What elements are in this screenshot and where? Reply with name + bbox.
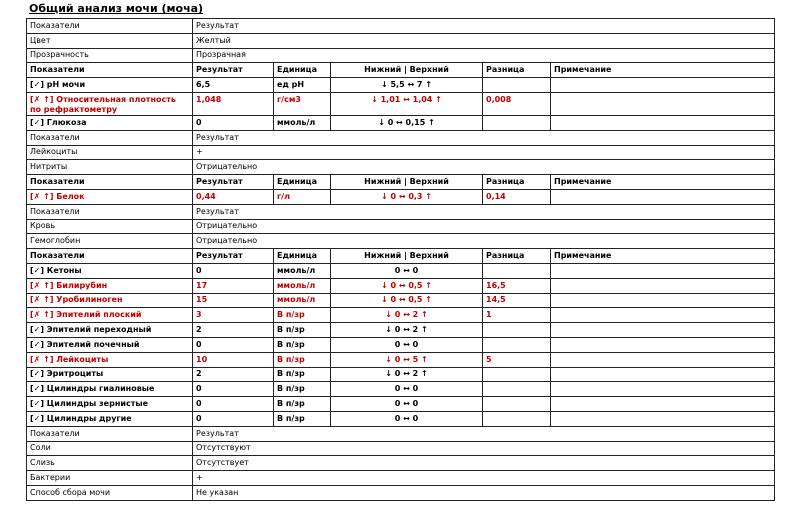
header-note: Примечание: [551, 175, 775, 190]
indicator-name: [✓] Кетоны: [27, 263, 193, 278]
indicator-name: [✓] Цилиндры другие: [27, 411, 193, 426]
difference: 16,5: [483, 278, 551, 293]
result-value: 1,048: [193, 92, 274, 115]
unit: В п/зр: [274, 352, 331, 367]
result-value: 6,5: [193, 78, 274, 93]
indicator-name: [✗ ↑] Относительная плотность по рефрактометру: [27, 92, 193, 115]
difference: 14,5: [483, 293, 551, 308]
simple-header-row: [27, 426, 775, 441]
simple-row: [27, 456, 775, 471]
header-indicator: Показатели: [27, 426, 193, 441]
indicator-value: Желтый: [193, 33, 775, 48]
indicator-name: Бактерии: [27, 471, 193, 486]
simple-header-row: [27, 204, 775, 219]
header-result: Результат: [193, 175, 274, 190]
note: [551, 352, 775, 367]
unit: В п/зр: [274, 323, 331, 338]
unit: ммоль/л: [274, 263, 331, 278]
result-value: 3: [193, 308, 274, 323]
simple-row: [27, 441, 775, 456]
table-header-row: [27, 249, 775, 264]
indicator-value: Отрицательно: [193, 234, 775, 249]
result-row: [27, 337, 775, 352]
indicator-name: Цвет: [27, 33, 193, 48]
header-range: Нижний | Верхний: [331, 175, 483, 190]
simple-row: [27, 48, 775, 63]
indicator-name: [✓] Эпителий переходный: [27, 323, 193, 338]
unit: В п/зр: [274, 308, 331, 323]
result-value: 15: [193, 293, 274, 308]
result-value: 0: [193, 382, 274, 397]
result-value: 0: [193, 337, 274, 352]
header-indicator: Показатели: [27, 19, 193, 34]
result-value: 2: [193, 323, 274, 338]
unit: В п/зр: [274, 337, 331, 352]
unit: ммоль/л: [274, 293, 331, 308]
header-range: Нижний | Верхний: [331, 249, 483, 264]
indicator-name: [✓] Эпителий почечный: [27, 337, 193, 352]
difference: [483, 263, 551, 278]
indicator-name: [✓] Цилиндры гиалиновые: [27, 382, 193, 397]
indicator-value: Не указан: [193, 485, 775, 500]
indicator-name: [✗ ↑] Уробилиноген: [27, 293, 193, 308]
header-indicator: Показатели: [27, 249, 193, 264]
difference: [483, 323, 551, 338]
result-row-abnormal: [27, 308, 775, 323]
header-indicator: Показатели: [27, 204, 193, 219]
result-value: 0: [193, 115, 274, 130]
header-result: Результат: [193, 63, 274, 78]
indicator-name: [✗ ↑] Лейкоциты: [27, 352, 193, 367]
unit: В п/зр: [274, 411, 331, 426]
simple-header-row: [27, 130, 775, 145]
result-row: [27, 382, 775, 397]
header-result: Результат: [193, 204, 775, 219]
simple-row: [27, 485, 775, 500]
indicator-name: Прозрачность: [27, 48, 193, 63]
reference-range: ↓ 1,01 ↔ 1,04 ↑: [331, 92, 483, 115]
note: [551, 323, 775, 338]
reference-range: ↓ 0 ↔ 0,5 ↑: [331, 293, 483, 308]
reference-range: ↓ 0 ↔ 0,5 ↑: [331, 278, 483, 293]
unit: В п/зр: [274, 382, 331, 397]
header-indicator: Показатели: [27, 63, 193, 78]
result-row-abnormal: [27, 92, 775, 115]
simple-row: [27, 219, 775, 234]
reference-range: ↓ 5,5 ↔ 7 ↑: [331, 78, 483, 93]
reference-range: ↓ 0 ↔ 2 ↑: [331, 323, 483, 338]
result-value: 0: [193, 263, 274, 278]
header-result: Результат: [193, 426, 775, 441]
difference: [483, 337, 551, 352]
header-unit: Единица: [274, 63, 331, 78]
header-diff: Разница: [483, 63, 551, 78]
reference-range: 0 ↔ 0: [331, 382, 483, 397]
difference: [483, 78, 551, 93]
difference: 0,008: [483, 92, 551, 115]
reference-range: ↓ 0 ↔ 2 ↑: [331, 367, 483, 382]
simple-row: [27, 471, 775, 486]
unit: В п/зр: [274, 397, 331, 412]
indicator-value: Отрицательно: [193, 219, 775, 234]
difference: [483, 367, 551, 382]
difference: 0,14: [483, 189, 551, 204]
indicator-name: Нитриты: [27, 160, 193, 175]
indicator-value: Отсутствует: [193, 456, 775, 471]
indicator-name: Слизь: [27, 456, 193, 471]
header-unit: Единица: [274, 249, 331, 264]
result-value: 17: [193, 278, 274, 293]
indicator-name: [✗ ↑] Эпителий плоский: [27, 308, 193, 323]
difference: [483, 115, 551, 130]
indicator-name: [✓] pH мочи: [27, 78, 193, 93]
difference: [483, 382, 551, 397]
indicator-name: [✓] Цилиндры зернистые: [27, 397, 193, 412]
result-row-abnormal: [27, 293, 775, 308]
note: [551, 367, 775, 382]
header-diff: Разница: [483, 175, 551, 190]
difference: 1: [483, 308, 551, 323]
note: [551, 115, 775, 130]
header-result: Результат: [193, 249, 274, 264]
indicator-value: Отсутствуют: [193, 441, 775, 456]
reference-range: 0 ↔ 0: [331, 397, 483, 412]
header-unit: Единица: [274, 175, 331, 190]
simple-row: [27, 234, 775, 249]
simple-header-row: [27, 19, 775, 34]
result-row: [27, 397, 775, 412]
difference: [483, 397, 551, 412]
note: [551, 189, 775, 204]
header-result: Результат: [193, 130, 775, 145]
table-header-row: [27, 175, 775, 190]
result-row: [27, 411, 775, 426]
reference-range: 0 ↔ 0: [331, 411, 483, 426]
reference-range: ↓ 0 ↔ 0,3 ↑: [331, 189, 483, 204]
note: [551, 397, 775, 412]
simple-row: [27, 33, 775, 48]
indicator-name: [✓] Эритроциты: [27, 367, 193, 382]
header-range: Нижний | Верхний: [331, 63, 483, 78]
unit: г/см3: [274, 92, 331, 115]
difference: 5: [483, 352, 551, 367]
note: [551, 382, 775, 397]
unit: ммоль/л: [274, 278, 331, 293]
simple-row: [27, 160, 775, 175]
indicator-name: Лейкоциты: [27, 145, 193, 160]
header-note: Примечание: [551, 249, 775, 264]
note: [551, 293, 775, 308]
indicator-name: Способ сбора мочи: [27, 485, 193, 500]
unit: ммоль/л: [274, 115, 331, 130]
result-value: 0,44: [193, 189, 274, 204]
header-indicator: Показатели: [27, 175, 193, 190]
header-result: Результат: [193, 19, 775, 34]
result-row: [27, 115, 775, 130]
result-row-abnormal: [27, 189, 775, 204]
result-value: 0: [193, 411, 274, 426]
results-table: [26, 18, 775, 501]
table-header-row: [27, 63, 775, 78]
page-title: Общий анализ мочи (моча): [29, 2, 204, 15]
reference-range: ↓ 0 ↔ 0,15 ↑: [331, 115, 483, 130]
header-diff: Разница: [483, 249, 551, 264]
note: [551, 263, 775, 278]
indicator-name: Гемоглобин: [27, 234, 193, 249]
result-row: [27, 367, 775, 382]
header-note: Примечание: [551, 63, 775, 78]
indicator-name: [✗ ↑] Билирубин: [27, 278, 193, 293]
indicator-value: Прозрачная: [193, 48, 775, 63]
note: [551, 78, 775, 93]
unit: г/л: [274, 189, 331, 204]
simple-row: [27, 145, 775, 160]
note: [551, 92, 775, 115]
indicator-value: Отрицательно: [193, 160, 775, 175]
indicator-name: Кровь: [27, 219, 193, 234]
note: [551, 278, 775, 293]
unit: ед pH: [274, 78, 331, 93]
reference-range: 0 ↔ 0: [331, 263, 483, 278]
result-value: 2: [193, 367, 274, 382]
result-row: [27, 323, 775, 338]
result-row-abnormal: [27, 278, 775, 293]
indicator-name: [✓] Глюкоза: [27, 115, 193, 130]
note: [551, 308, 775, 323]
result-row-abnormal: [27, 352, 775, 367]
header-indicator: Показатели: [27, 130, 193, 145]
indicator-value: +: [193, 145, 775, 160]
indicator-value: +: [193, 471, 775, 486]
unit: В п/зр: [274, 367, 331, 382]
note: [551, 337, 775, 352]
result-value: 0: [193, 397, 274, 412]
indicator-name: Соли: [27, 441, 193, 456]
result-row: [27, 263, 775, 278]
result-value: 10: [193, 352, 274, 367]
result-row: [27, 78, 775, 93]
indicator-name: [✗ ↑] Белок: [27, 189, 193, 204]
reference-range: ↓ 0 ↔ 5 ↑: [331, 352, 483, 367]
note: [551, 411, 775, 426]
reference-range: 0 ↔ 0: [331, 337, 483, 352]
reference-range: ↓ 0 ↔ 2 ↑: [331, 308, 483, 323]
difference: [483, 411, 551, 426]
